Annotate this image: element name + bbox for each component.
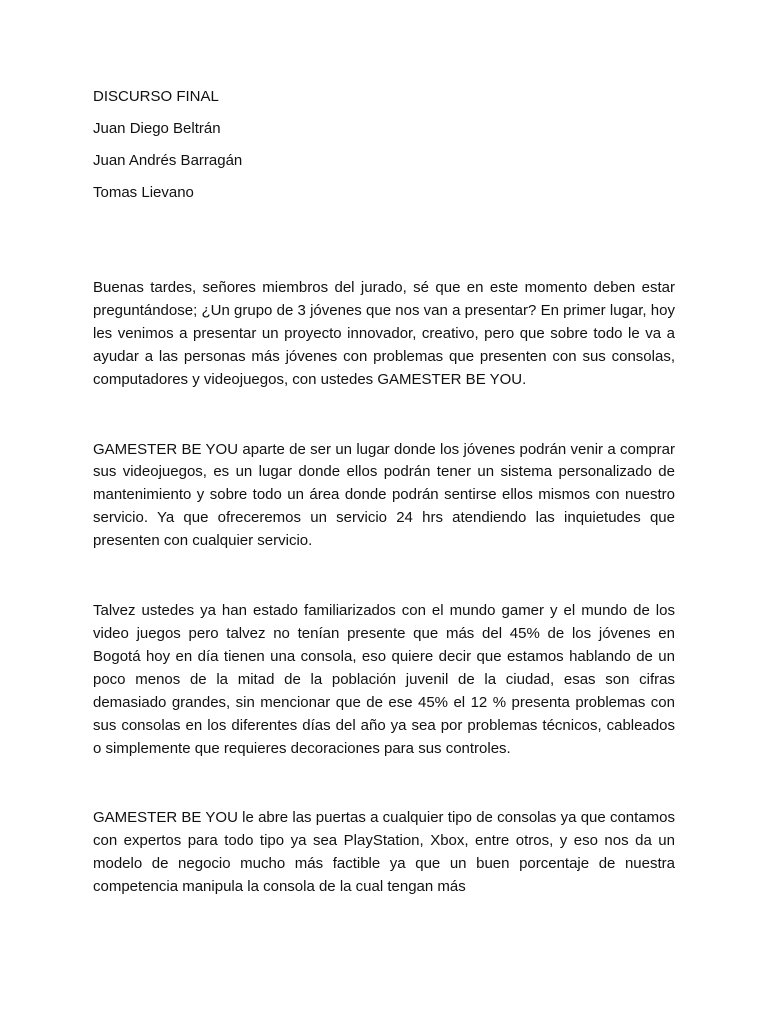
paragraph-consoles: GAMESTER BE YOU le abre las puertas a cualquier tipo de consolas ya que contamos con expertos para todo tipo ya sea PlayStation, Xbox, entre otros, y eso nos da un modelo de negocio mucho más factible ya que un buen porcentaje de nuestra competencia manipula la consola de la cual tengan más — [93, 809, 675, 896]
document-header — [93, 87, 675, 203]
document-page — [93, 87, 675, 899]
document-body — [93, 277, 675, 899]
paragraph-about: GAMESTER BE YOU aparte de ser un lugar donde los jóvenes podrán venir a comprar sus videojuegos, es un lugar donde ellos podrán tener un sistema personalizado de mantenimiento y sobre todo un área donde podrán sentirse ellos mismos con nuestro servicio. Ya que ofreceremos un servicio 24 hrs atendiendo las inquietudes que presenten con cualquier servicio. — [93, 440, 675, 550]
paragraph-statistics: Talvez ustedes ya han estado familiarizados con el mundo gamer y el mundo de los video juegos pero talvez no tenían presente que más del 45% de los jóvenes en Bogotá hoy en día tienen una consola, eso quiere decir que estamos hablando de un poco menos de la mitad de la población juvenil de la ciudad, esas son cifras demasiado grandes, sin mencionar que de ese 45% el 12 % presenta problemas con sus consolas en los diferentes días del año ya sea por problemas técnicos, cableados o simplemente que requieres decoraciones para sus controles. — [93, 602, 675, 757]
author-name: Tomas Lievano — [93, 184, 194, 201]
document-title: DISCURSO FINAL — [93, 88, 219, 105]
author-name: Juan Andrés Barragán — [93, 152, 243, 169]
author-name: Juan Diego Beltrán — [93, 120, 221, 137]
paragraph-intro: Buenas tardes, señores miembros del jurado, sé que en este momento deben estar preguntándose; ¿Un grupo de 3 jóvenes que nos van a presentar? En primer lugar, hoy les venimos a presentar un proyecto innovador, creativo, pero que sobre todo le va a ayudar a las personas más jóvenes con problemas que presenten con sus consolas, computadores y videojuegos, con ustedes GAMESTER BE YOU. — [93, 279, 675, 388]
